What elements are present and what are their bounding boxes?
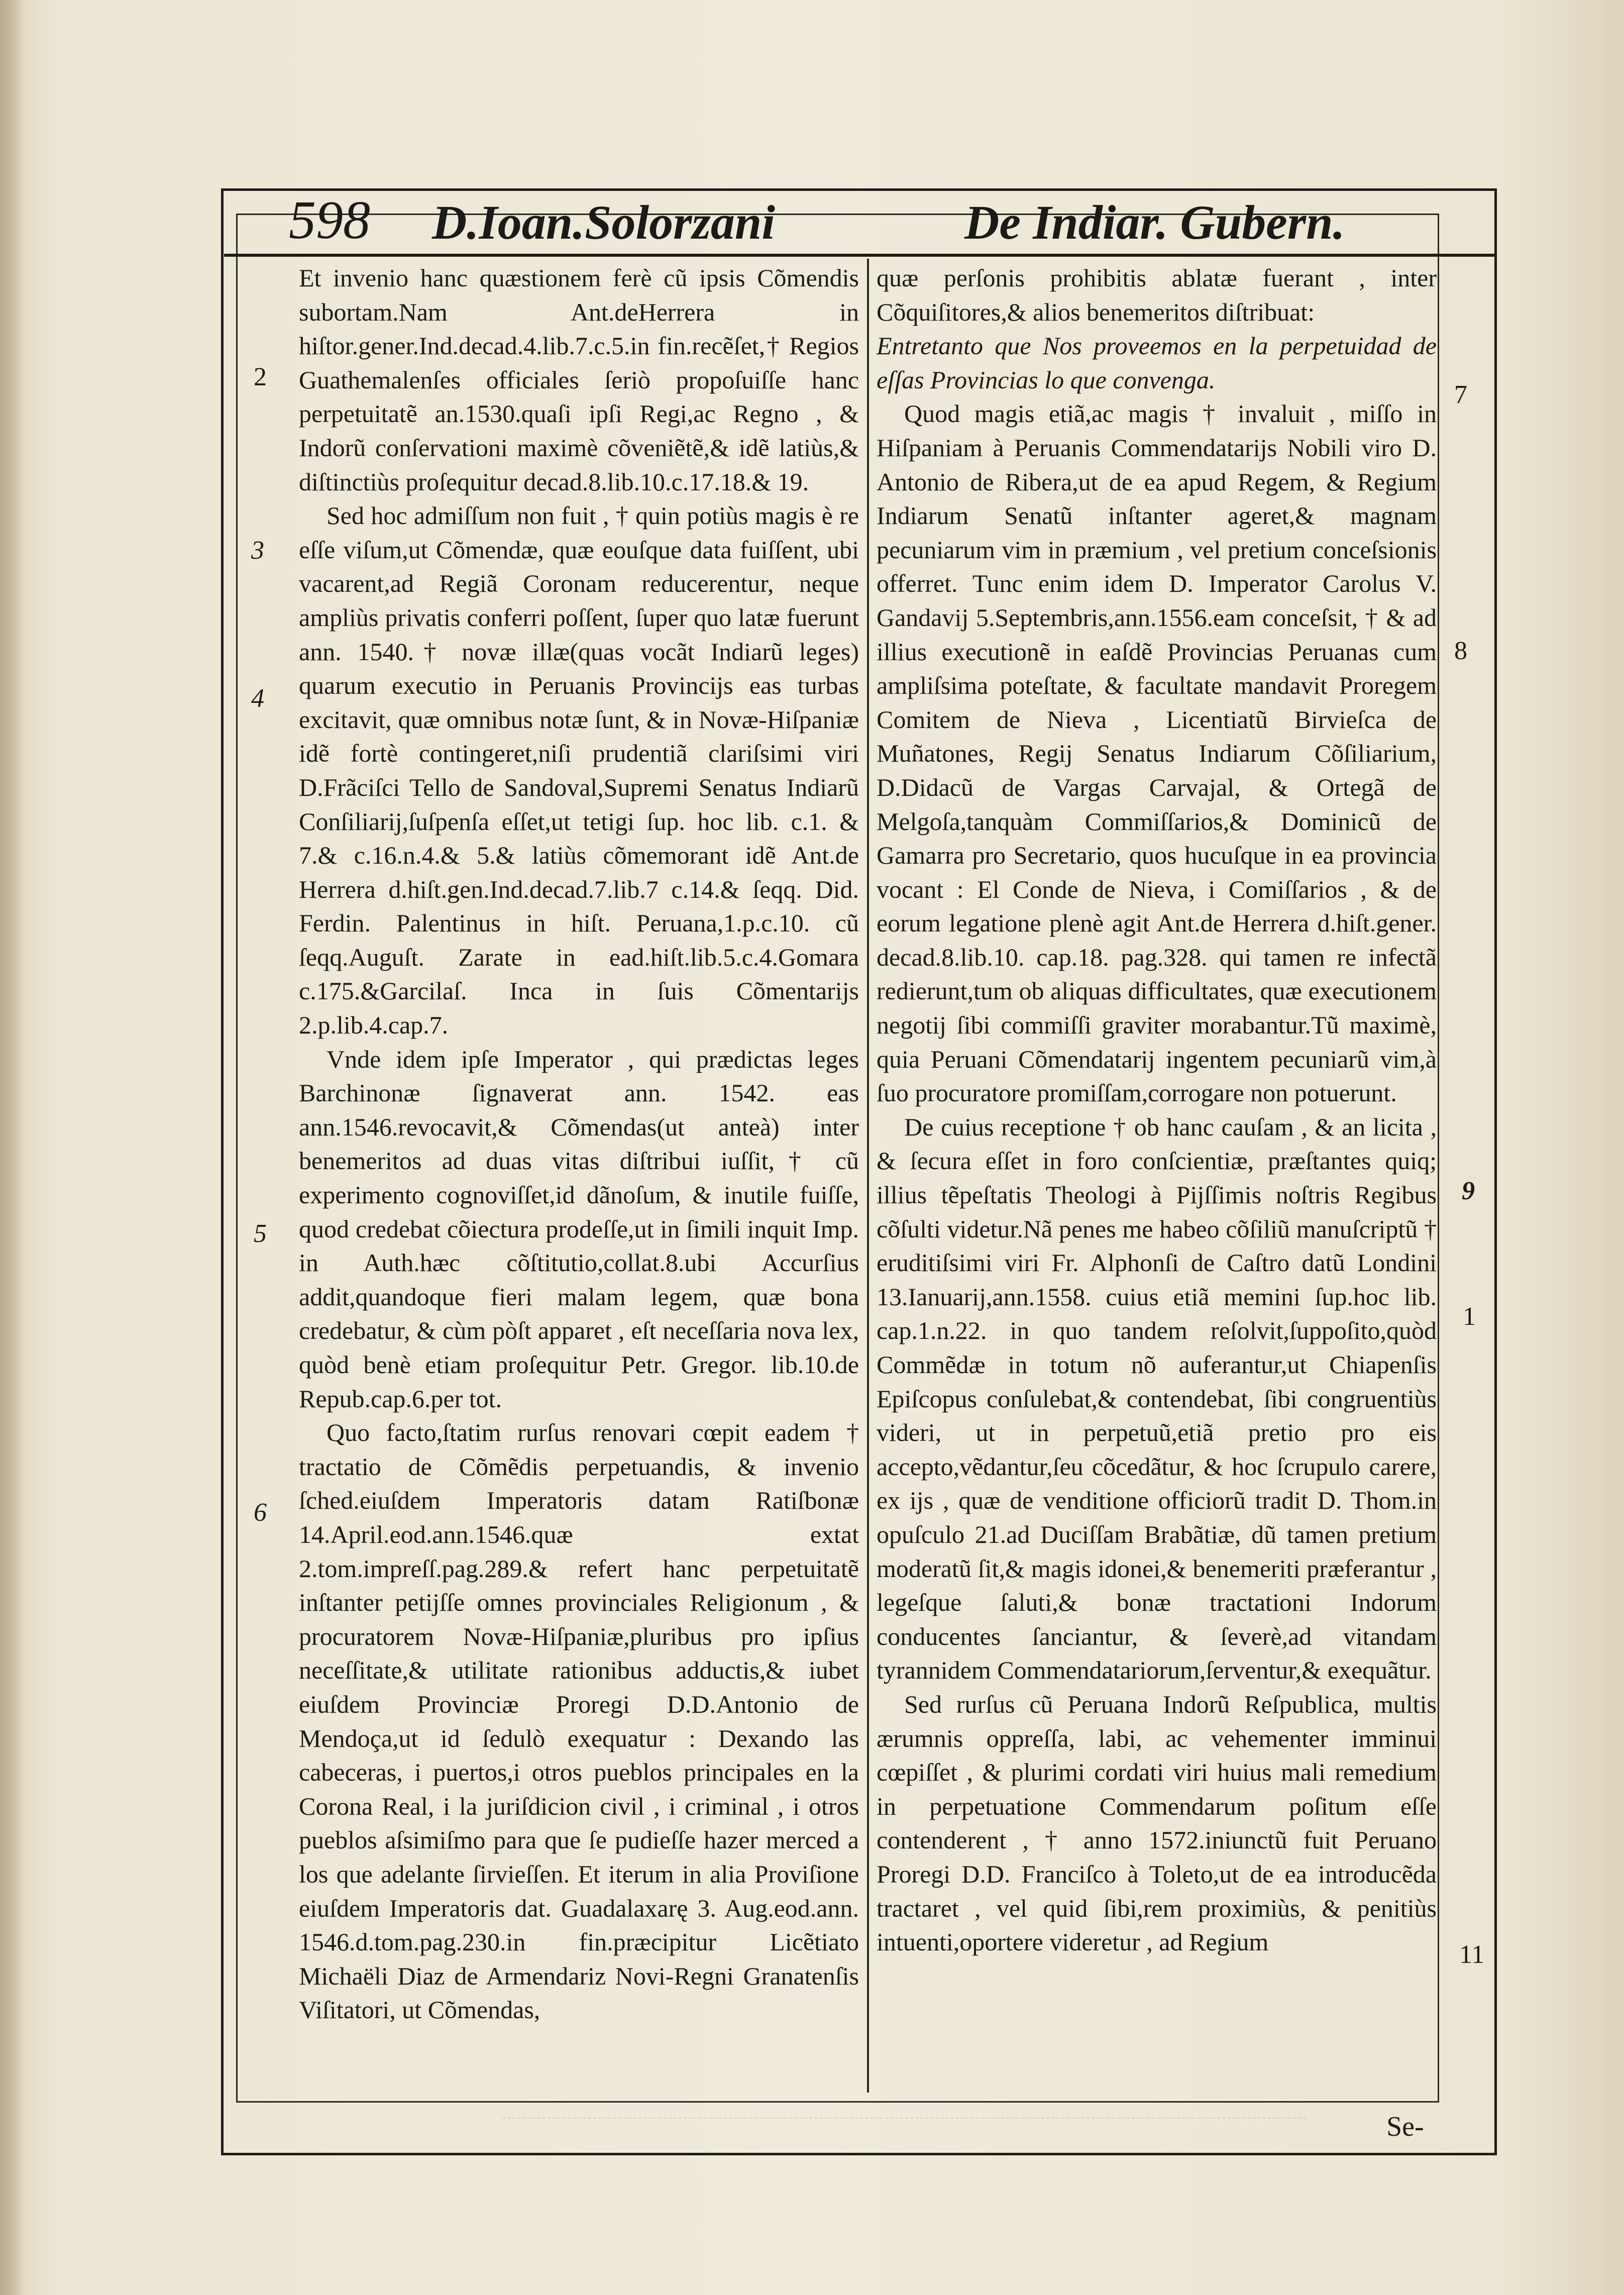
right-paragraph: quæ perſonis prohibitis ablatæ fuerant , inter Cõquiſitores,& alios benemeritos diſtribuat: <box>877 264 1437 326</box>
left-paragraph: Quo facto,ſtatim rurſus renovari cœpit eadem † tractatio de Cõmẽdis perpetuandis, & invenio ſched.eiuſdem Imperatoris datam Ratiſbonæ 14.April.eod.ann.1546.quæ extat 2.tom.impreſſ.pag.289.& refert hanc perpetuitatẽ inſtanter petijſſe omnes provinciales Religionum , & procuratorem Novæ-Hiſpaniæ,pluribus pro ipſius neceſſitate,& utilitate rationibus adductis,& iubet eiuſdem Provinciæ Proregi D.D.Antonio de Mendoça,ut id ſedulò exequatur : Dexando las cabeceras, i puertos,i otros pueblos principales en la Corona Real, i la juriſdicion civil , i criminal , i otros pueblos aſsimiſmo para que ſe pudieſſe hazer merced a los que adelante ſirvieſſen. Et iterum in alia Proviſione eiuſdem Imperatoris dat. Guadalaxarę 3. Aug.eod.ann. 1546.d.tom.pag.230.in fin.præcipitur Licẽtiato Michaëli Diaz de Armendariz Novi-Regni Granatenſis Viſitatori, ut Cõmendas, <box>299 1418 859 2024</box>
left-paragraph: Et invenio hanc quæstionem ferè cũ ipsis Cõmendis subortam.Nam Ant.deHerrera in hiſtor.gener.Ind.decad.4.lib.7.c.5.in fin.recẽſet,† Regios Guathemalenſes officiales ſeriò propoſuiſſe hanc perpetuitatẽ an.1530.quaſi ipſi Regi,ac Regno , & Indorũ conſervationi maximè cõveniẽtẽ,& idẽ latiùs,& diſtinctiùs proſequitur decad.8.lib.10.c.17.18.& 19. <box>299 264 859 496</box>
header-rule <box>224 254 1495 257</box>
running-title-author: D.Ioan.Solorzani <box>432 195 775 249</box>
column-divider <box>867 259 869 2093</box>
page-gutter-shadow <box>0 0 25 2295</box>
right-paragraph: De cuius receptione † ob hanc cauſam , & an licita , & ſecura eſſet in foro conſcientiæ, præſtantes quiq; illius tẽpeſtatis Theologi à Pijſſimis noſtris Regibus cõſulti videtur.Nã penes me habeo cõſiliũ manuſcriptũ † eruditiſsimi viri Fr. Alphonſi de Caſtro datũ Londini 13.Ianuarij,ann.1558. cuius etiã memini ſup.hoc lib. cap.1.n.22. in quo tandem reſolvit,ſuppoſito,quòd Commẽdæ in totum nõ auferantur,ut Chiapenſis Epiſcopus conſulebat,& contendebat, ſibi congruentiùs videri, ut in perpetuũ,etiã pretio pro eis accepto,vẽdantur,ſeu cõcedãtur, & hoc ſcrupulo carere, ex ijs , quæ de venditione officiorũ tradit D. Thom.in opuſculo 21.ad Duciſſam Brabãtiæ, dũ tamen pretium moderatũ ſit,& magis idonei,& benemeriti præferantur , legeſque ſaluti,& bonæ tractationi Indorum conducentes ſanciantur, & ſeverè,ad vitandam tyrannidem Commendatariorum,ſerventur,& exequãtur. <box>877 1112 1437 1685</box>
margin-note-number: 1 <box>1463 1302 1476 1331</box>
right-paragraph-italic-quote: Entretanto que Nos proveemos en la perpetuidad de eſſas Provincias lo que convenga. <box>877 332 1437 394</box>
left-paragraph: Vnde idem ipſe Imperator , qui prædictas leges Barchinonæ ſignaverat ann. 1542. eas ann.1546.revocavit,& Cõmendas(ut anteà) inter benemeritos ad duas vitas diſtribui iuſſit,† cũ experimento cognoviſſet,id dãnoſum, & inutile fuiſſe, quod credebat cõiectura prodeſſe,ut in ſimili inquit Imp. in Auth.hæc cõſtitutio,collat.8.ubi Accurſius addit,quandoque fieri malam legem, quæ bona credebatur, & cùm pòſt apparet , eſt neceſſaria nova lex, quòd benè etiam proſequitur Petr. Gregor. lib.10.de Repub.cap.6.per tot. <box>299 1045 859 1413</box>
right-paragraph: Quod magis etiã,ac magis † invaluit , miſſo in Hiſpaniam à Peruanis Commendatarijs Nobili viro D. Antonio de Ribera,ut de ea apud Regem, & Regium Indiarum Senatũ inſtanter ageret,& magnam pecuniarum vim in præmium , vel pretium conceſsionis offerret. Tunc enim idem D. Imperator Carolus V. Gandavij 5.Septembris,ann.1556.eam conceſsit, † & ad illius executionẽ in eaſdẽ Provincias Peruanas cum ampliſsima poteſtate, & facultate mandavit Proregem Comitem de Nieva , Licentiatũ Birvieſca de Muñatones, Regij Senatus Indiarum Cõſiliarium, D.Didacũ de Vargas Carvajal, & Ortegã de Melgoſa,tanquàm Commiſſarios,& Dominicũ de Gamarra pro Secretario, quos hucuſque in ea provincia vocant : El Conde de Nieva, i Comiſſarios , & de eorum legatione plenè agit Ant.de Herrera d.hiſt.gener. decad.8.lib.10. cap.18. pag.328. qui tamen re infectã redierunt,tum ob aliquas difficultates, quæ executionem negotij ſibi commiſſi graviter morabantur.Tũ maximè, quia Peruani Cõmendatarij ingentem pecuniarũ vim,à ſuo procuratore promiſſam,corrogare non potuerunt. <box>877 399 1437 1107</box>
margin-note-number: 8 <box>1454 637 1467 665</box>
catchword: Se- <box>1386 2111 1424 2142</box>
left-column <box>299 261 859 2027</box>
margin-note-number: 4 <box>251 684 264 713</box>
margin-note-number: 9 <box>1462 1177 1475 1205</box>
show-through-text <box>502 2118 1306 2139</box>
right-column <box>877 261 1437 1959</box>
margin-note-number: 5 <box>254 1219 267 1248</box>
running-title-work: De Indiar. Gubern. <box>964 195 1345 249</box>
margin-note-number: 6 <box>254 1498 267 1527</box>
margin-note-number: 7 <box>1454 380 1467 409</box>
margin-note-number: 3 <box>251 536 264 565</box>
left-paragraph: Sed hoc admiſſum non fuit , † quin potiùs magis è re eſſe viſum,ut Cõmendæ, quæ eouſque data fuiſſent, ubi vacarent,ad Regiã Coronam reducerentur, neque ampliùs privatis conferri poſſent, ſuper quo latæ fuerunt ann. 1540.† novæ illæ(quas vocãt Indiarũ leges) quarum executio in Peruanis Provincijs eas turbas excitavit, quæ omnibus notæ ſunt, & in Novæ-Hiſpaniæ idẽ fortè contingeret,niſi prudentiã clariſsimi viri D.Frãciſci Tello de Sandoval,Supremi Senatus Indiarũ Conſiliarij,ſuſpenſa eſſet,ut tetigi ſup. hoc lib. c.1. & 7.& c.16.n.4.& 5.& latiùs cõmemorant idẽ Ant.de Herrera d.hiſt.gen.Ind.decad.7.lib.7 c.14.& ſeqq. Did. Ferdin. Palentinus in hiſt. Peruana,1.p.c.10. cũ ſeqq.Auguſt. Zarate in ead.hiſt.lib.5.c.4.Gomara c.175.&Garcilaſ. Inca in ſuis Cõmentarijs 2.p.lib.4.cap.7. <box>299 501 859 1039</box>
page-number: 598 <box>289 190 370 250</box>
margin-note-number: 2 <box>254 363 267 391</box>
margin-note-number: 11 <box>1459 1940 1485 1969</box>
right-paragraph: Sed rurſus cũ Peruana Indorũ Reſpublica, multis ærumnis oppreſſa, labi, ac vehementer imminui cœpiſſet , & plurimi cordati viri huius mali remedium in perpetuatione Commendarum poſitum eſſe contenderent , † anno 1572.iniunctũ fuit Peruano Proregi D.D. Franciſco à Toleto,ut de ea introducẽda tractaret , vel quid ſibi,rem proximiùs, & penitiùs intuenti,oportere videretur , ad Regium <box>877 1690 1437 1956</box>
